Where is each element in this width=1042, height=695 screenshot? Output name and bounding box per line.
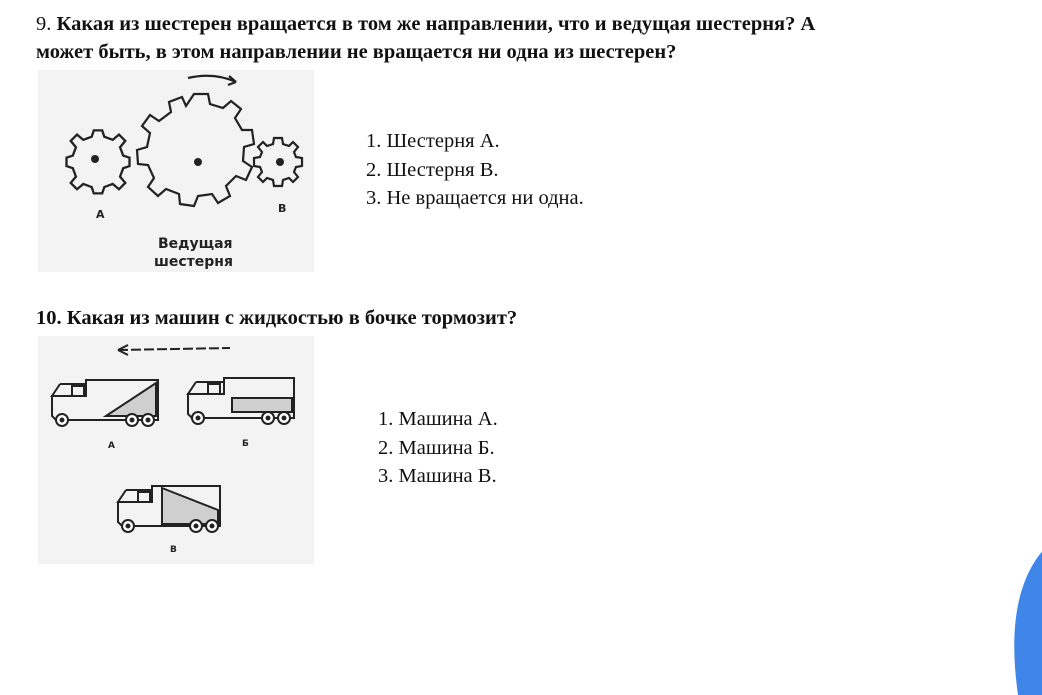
question-10-title: 10. Какая из машин с жидкостью в бочке тормозит? [36, 307, 518, 329]
trucks-figure [38, 336, 314, 564]
driving-gear-caption-line1: Ведущая [158, 236, 233, 252]
trucks-illustration [38, 336, 314, 564]
question-9-title [36, 10, 1016, 66]
gear-b-label: B [278, 202, 287, 215]
truck-v [118, 486, 220, 532]
truck-v-label: В [170, 545, 177, 555]
gears-figure [38, 70, 314, 272]
truck-b-label: Б [242, 439, 249, 449]
question-9-option-2: 2. Шестерня В. [366, 158, 499, 181]
question-10-option-2: 2. Машина Б. [378, 436, 495, 459]
question-9-text-line2: может быть, в этом направлении не вращается ни одна из шестерен? [36, 41, 677, 63]
gear-b [254, 138, 302, 186]
gear-a-label: A [96, 208, 105, 221]
truck-b [188, 378, 294, 424]
gears-illustration [38, 70, 314, 272]
direction-arrow [118, 345, 230, 355]
driving-gear [137, 94, 254, 206]
truck-a-label: A [108, 441, 115, 451]
question-9-text: Какая из шестерен вращается в том же направлении, что и ведущая шестерня? А [56, 13, 816, 35]
question-9-option-3: 3. Не вращается ни одна. [366, 187, 584, 209]
question-9-options [366, 127, 584, 213]
question-9-option-1: 1. Шестерня А. [366, 130, 500, 152]
question-10-options [378, 405, 498, 491]
question-10-option-1: 1. Машина А. [378, 408, 498, 430]
decorative-accent-shape [1008, 545, 1042, 695]
driving-gear-caption-line2: шестерня [154, 254, 233, 270]
question-10-option-3: 3. Машина В. [378, 465, 497, 487]
truck-a [52, 380, 158, 426]
question-9-number: 9. [36, 13, 52, 35]
gear-a [67, 130, 130, 193]
